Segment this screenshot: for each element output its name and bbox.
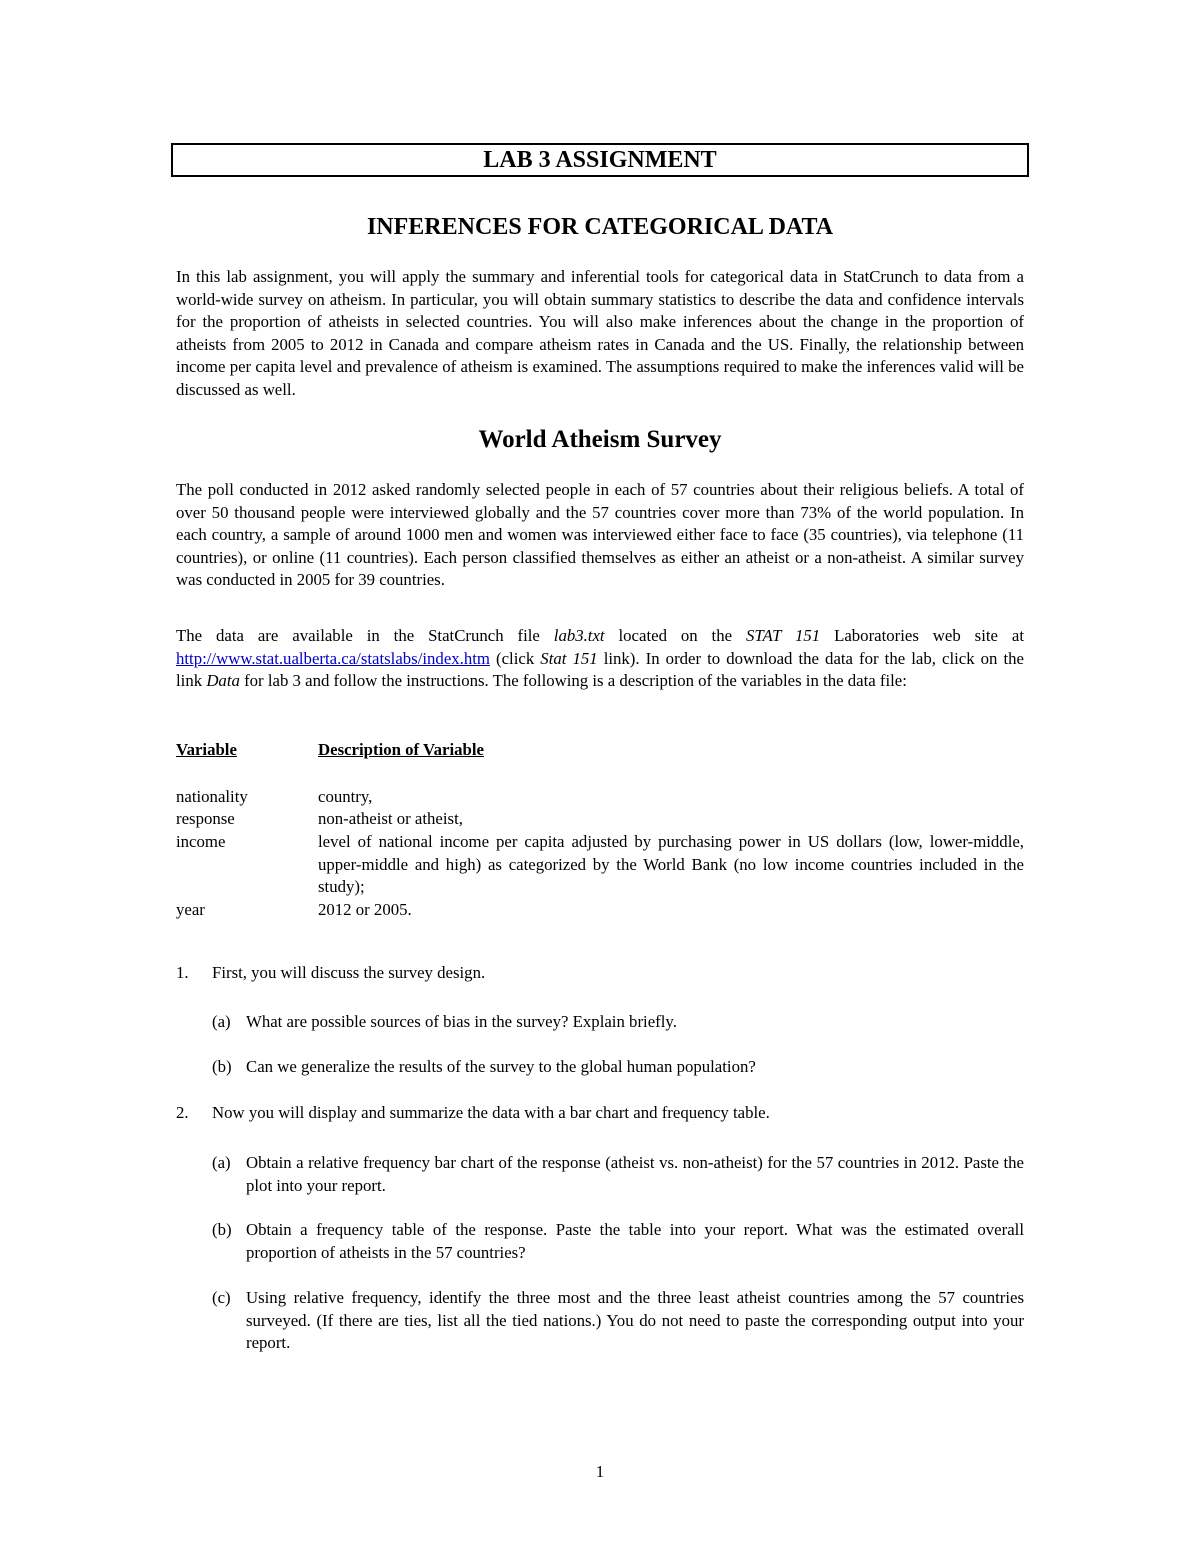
variable-description: country,	[318, 787, 373, 806]
sub-question-label: (c)	[212, 1288, 231, 1307]
file-name: lab3.txt	[553, 626, 605, 645]
variable-description: level of national income per capita adjusted by purchasing power in US dollars (low, lower-middle, upper-middle and high) as categorized by the World Bank (no low income countries included in the study);	[318, 832, 1024, 897]
section-heading: World Atheism Survey	[478, 426, 722, 453]
header-variable: Variable	[176, 740, 237, 759]
data-text-1: The data are available in the StatCrunch file	[176, 626, 554, 645]
variable-name: income	[176, 832, 226, 851]
labs-url-link[interactable]: http://www.stat.ualberta.ca/statslabs/index.htm	[176, 648, 490, 668]
question-text: First, you will discuss the survey design.	[212, 963, 486, 982]
data-text-3: Laboratories web site at	[820, 626, 1024, 645]
sub-question-text: Using relative frequency, identify the three most and the three least atheist countries among the 57 countries surveyed. (If there are ties, list all the tied nations.) You do not need to paste the corresponding output into your report.	[246, 1288, 1024, 1353]
data-text-5: link). In order to download the data for the lab, click on the link	[176, 648, 1024, 691]
variable-name: nationality	[176, 787, 248, 806]
sub-question-text: What are possible sources of bias in the survey? Explain briefly.	[246, 1012, 677, 1031]
course-name: STAT 151	[745, 626, 821, 645]
data-text-6: for lab 3 and follow the instructions. The following is a description of the variables in the data file:	[239, 671, 907, 691]
data-paragraph	[176, 625, 1024, 693]
sub-question-label: (a)	[212, 1012, 231, 1031]
survey-paragraph: The poll conducted in 2012 asked randomly selected people in each of 57 countries about their religious beliefs. A total of over 50 thousand people were interviewed globally and the 57 countries cover more than 73% of the world population. In each country, a sample of around 1000 men and women was interviewed either face to face (35 countries), via telephone (11 countries), or online (11 countries). Each person classified themselves as either an atheist or a non-atheist. A similar survey was conducted in 2005 for 39 countries.	[176, 480, 1024, 590]
page-number: 1	[595, 1462, 605, 1481]
subtitle: INFERENCES FOR CATEGORICAL DATA	[366, 214, 834, 240]
sub-question-text: Can we generalize the results of the survey to the global human population?	[246, 1057, 756, 1076]
header-description: Description of Variable	[318, 740, 484, 759]
sub-question-text: Obtain a relative frequency bar chart of the response (atheist vs. non-atheist) for the 57 countries in 2012. Paste the plot into your report.	[246, 1153, 1024, 1195]
variable-name: year	[176, 900, 205, 919]
question-number: 2.	[176, 1103, 189, 1122]
intro-paragraph: In this lab assignment, you will apply the summary and inferential tools for categorical data in StatCrunch to data from a world-wide survey on atheism. In particular, you will obtain summary statistics to describe the data and confidence intervals for the proportion of atheists in selected countries. You will also make inferences about the change in the proportion of atheists from 2005 to 2012 in Canada and compare atheism rates in Canada and the US. Finally, the relationship between income per capita level and prevalence of atheism is examined. The assumptions required to make the inferences valid will be discussed as well.	[176, 267, 1024, 399]
sub-question-text: Obtain a frequency table of the response. Paste the table into your report. What was the estimated overall proportion of atheists in the 57 countries?	[246, 1220, 1024, 1262]
question-number: 1.	[176, 963, 189, 982]
sub-question-label: (a)	[212, 1153, 231, 1172]
variable-description: non-atheist or atheist,	[318, 809, 463, 828]
course-link-name: Stat 151	[540, 648, 598, 668]
variable-description: 2012 or 2005.	[318, 900, 412, 919]
sub-question-label: (b)	[212, 1220, 232, 1239]
sub-question-label: (b)	[212, 1057, 232, 1076]
data-text-2: located on the	[604, 626, 746, 645]
question-text: Now you will display and summarize the data with a bar chart and frequency table.	[212, 1103, 770, 1122]
variable-name: response	[176, 809, 235, 828]
page-title: LAB 3 ASSIGNMENT	[171, 143, 1029, 177]
data-link-name: Data	[206, 671, 240, 691]
data-text-4: (click	[489, 648, 541, 668]
